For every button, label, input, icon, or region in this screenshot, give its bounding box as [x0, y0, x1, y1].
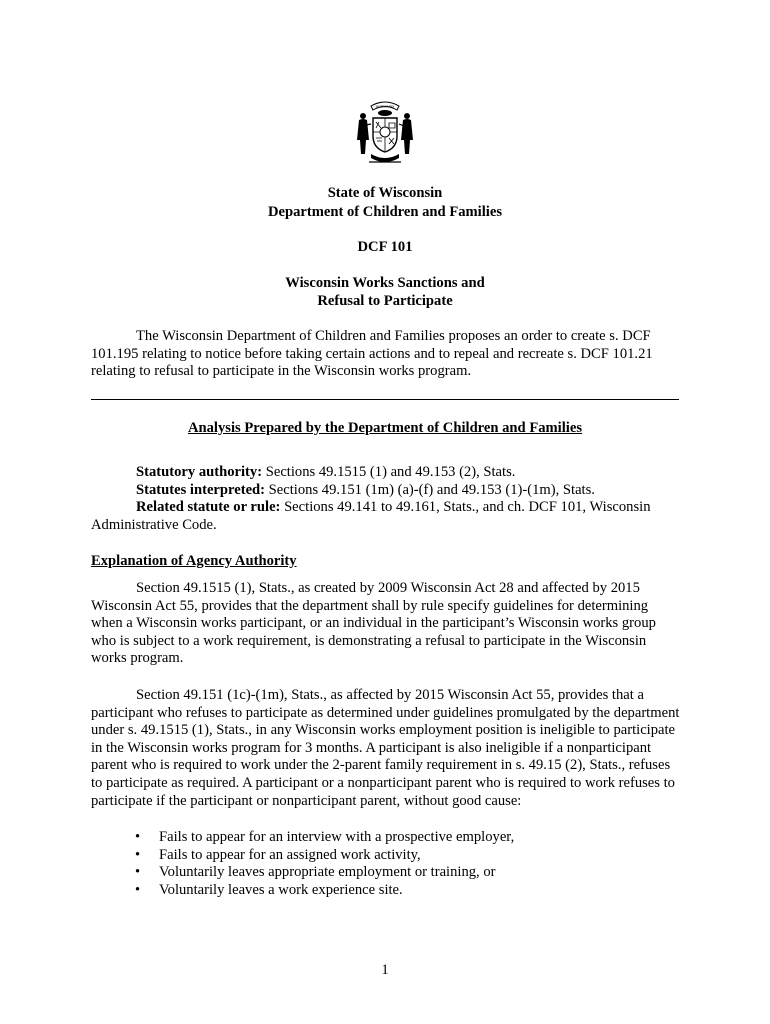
statutes-interpreted-text: Sections 49.151 (1m) (a)-(f) and 49.153 (1)-(1m), Stats.	[265, 482, 595, 498]
statutes-interpreted-label: Statutes interpreted:	[136, 482, 266, 498]
list-item	[135, 829, 655, 847]
analysis-heading: Analysis Prepared by the Department of Children and Families	[187, 420, 583, 436]
bullet-icon: •	[135, 864, 141, 881]
intro-paragraph: The Wisconsin Department of Children and Families proposes an order to create s. DCF 101.195 relating to notice before taking certain actions and to repeal and recreate s. DCF 101.21 relating to refusal to participate in the Wisconsin works program.	[91, 328, 653, 380]
document-title-line1: Wisconsin Works Sanctions and	[285, 275, 485, 291]
seal-banner-text: FORWARD	[376, 104, 394, 109]
list-item	[135, 847, 655, 865]
list-item	[135, 882, 655, 900]
bullet-icon: •	[135, 846, 141, 863]
rule-code: DCF 101	[357, 239, 413, 255]
list-item	[135, 864, 655, 882]
list-item-text: Fails to appear for an assigned work activity,	[159, 846, 421, 863]
statutes-interpreted	[91, 482, 681, 500]
list-item-text: Voluntarily leaves a work experience site.	[159, 881, 403, 898]
related-statute-text: Sections 49.141 to 49.161, Stats., and ch. DCF 101, Wisconsin Administrative Code.	[91, 499, 651, 533]
statutory-authority-text: Sections 49.1515 (1) and 49.153 (2), Stats.	[262, 464, 516, 480]
list-item-text: Fails to appear for an interview with a prospective employer,	[159, 829, 515, 845]
explanation-paragraph-1: Section 49.1515 (1), Stats., as created by 2009 Wisconsin Act 28 and affected by 2015 Wisconsin Act 55, provides that the department shall by rule specify guidelines for determining when a Wisconsin works participant, or an individual in the participant’s Wisconsin works group who is subject to a work requirement, is demonstrating a refusal to participate in the Wisconsin works program.	[91, 580, 656, 667]
state-name: State of Wisconsin	[327, 185, 443, 201]
horizontal-divider	[91, 399, 679, 400]
department-name: Department of Children and Families	[267, 204, 503, 220]
explanation-paragraph-2: Section 49.151 (1c)-(1m), Stats., as affected by 2015 Wisconsin Act 55, provides that a participant who refuses to participate as determined under guidelines promulgated by the department under s. 49.1515 (1), Stats., in any Wisconsin works employment position is ineligible to participate in the Wisconsin works program for 3 months. A participant is also ineligible if a nonparticipant parent who is required to work under the 2-parent family requirement in s. 49.15 (2), Stats., refuses to participate as required. A participant or a nonparticipant parent who is required to work refuses to participate if the participant or nonparticipant parent, without good cause:	[91, 687, 680, 809]
page-number: 1	[381, 962, 389, 978]
list-item-text: Voluntarily leaves appropriate employment or training, or	[159, 864, 496, 881]
document-title-line2: Refusal to Participate	[317, 293, 453, 309]
related-statute-label: Related statute or rule:	[136, 499, 281, 515]
explanation-heading: Explanation of Agency Authority	[91, 553, 297, 569]
statutory-authority-label: Statutory authority:	[136, 464, 263, 480]
refusal-criteria-list	[135, 829, 655, 899]
related-statute	[91, 499, 681, 534]
bullet-icon: •	[135, 829, 141, 845]
bullet-icon: •	[135, 881, 141, 898]
statutory-authority	[91, 464, 681, 482]
wisconsin-seal-icon	[349, 96, 421, 168]
